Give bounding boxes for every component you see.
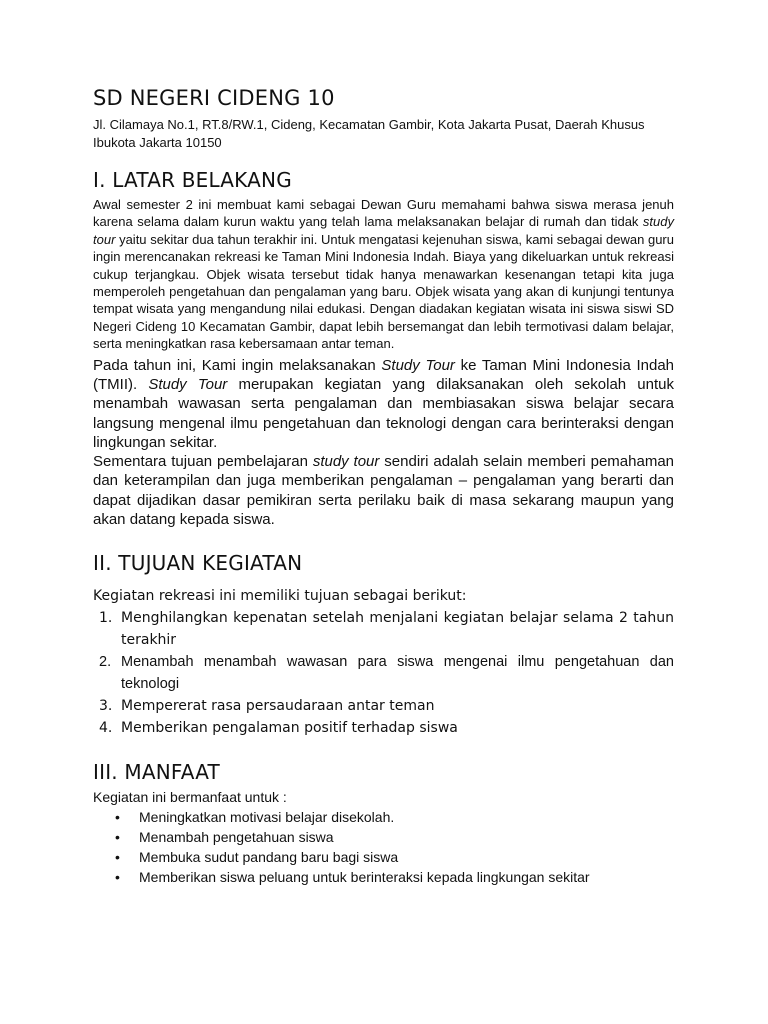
list-item-text: Membuka sudut pandang baru bagi siswa [139,849,399,866]
text-run: yaitu sekitar dua tahun terakhir ini. Untuk mengatasi kejenuhan siswa, kami sebagai dewan guru ingin merencanakan rekreasi ke Taman Mini Indonesia Indah. Biaya yang dikeluarkan untuk rekreasi cukup terjangkau. Objek wisata tersebut tidak hanya menawarkan kesenangan tetapi kita juga memperoleh pengetahuan dan pengalaman yang baru. Objek wisata yang akan di kunjungi tentunya tempat wisata yang mengandung nilai edukasi. Dengan diadakan kegiatan wisata ini siswa siswi SD Negeri Cideng 10 Kecamatan Gambir, dapat lebih bersemangat dan lebih termotivasi dalam belajar, serta meningkatkan rasa kebersamaan antar teman. [93,231,674,352]
manfaat-list [93,807,674,887]
emphasis-study-tour: Study Tour [148,375,228,393]
list-item [93,651,674,695]
list-item-text: Menambah pengetahuan siswa [139,829,334,846]
bullet-icon: • [115,829,120,846]
text-run: ke Taman Mini Indonesia Indah (TMII). [93,356,674,393]
latar-belakang-paragraph-2 [93,356,674,452]
tujuan-intro: Kegiatan rekreasi ini memiliki tujuan sebagai berikut: [93,588,467,605]
text-run: Sementara tujuan pembelajaran [93,453,313,471]
school-address: Jl. Cilamaya No.1, RT.8/RW.1, Cideng, Kecamatan Gambir, Kota Jakarta Pusat, Daerah Khusus Ibukota Jakarta 10150 [93,117,645,150]
emphasis-study-tour: study tour [93,214,674,247]
emphasis-study-tour: study tour [312,453,380,471]
bullet-icon: • [115,849,120,866]
list-number: 1. [99,610,113,627]
section-heading-latar-belakang: I. LATAR BELAKANG [93,168,292,192]
text-run: Pada tahun ini, Kami ingin melaksanakan [93,356,382,374]
list-item [93,717,674,739]
text-run: Awal semester 2 ini membuat kami sebagai Dewan Guru memahami bahwa siswa merasa jenuh karena selama dalam kurun waktu yang telah lama melaksanakan belajar di rumah dan tidak [93,197,674,230]
bullet-icon: • [115,869,120,886]
list-number: 4. [99,720,113,737]
manfaat-intro: Kegiatan ini bermanfaat untuk : [93,789,287,806]
list-item [93,827,674,847]
list-item-text: Mempererat rasa persaudaraan antar teman [121,698,435,715]
list-number: 2. [99,654,112,671]
text-run: merupakan kegiatan yang dilaksanakan oleh sekolah untuk menambah wawasan serta pengalaman dan membiasakan siswa belajar secara langsung mengenal ilmu pengetahuan dan teknologi dengan cara berinteraksi dengan lingkungan sekitar. [93,375,674,451]
school-name: SD NEGERI CIDENG 10 [93,86,335,110]
bullet-icon: • [115,809,120,826]
text-run: sendiri adalah selain memberi pemahaman dan keterampilan dan juga memberikan pengalaman – pengalaman yang berarti dan dapat dijadikan dasar pemikiran serta perilaku baik di masa sekarang maupun yang akan datang kepada siswa. [93,453,674,529]
list-item [93,695,674,717]
list-item-text: Memberikan siswa peluang untuk berinteraksi kepada lingkungan sekitar [139,869,590,886]
list-item [93,847,674,867]
list-number: 3. [99,698,113,715]
list-item [93,607,674,651]
emphasis-study-tour: Study Tour [381,356,455,374]
list-item [93,867,674,887]
latar-belakang-paragraph-1 [93,196,674,353]
list-item-text: Menambah menambah wawasan para siswa mengenai ilmu pengetahuan dan teknologi [121,654,674,693]
list-item-text: Memberikan pengalaman positif terhadap siswa [121,720,458,737]
section-heading-manfaat: III. MANFAAT [93,760,220,785]
list-item-text: Menghilangkan kepenatan setelah menjalani kegiatan belajar selama 2 tahun terakhir [121,610,674,649]
section-heading-tujuan-kegiatan: II. TUJUAN KEGIATAN [93,551,303,576]
list-item [93,807,674,827]
tujuan-list [93,607,674,739]
latar-belakang-paragraph-3 [93,452,674,529]
document-content [93,86,674,887]
list-item-text: Meningkatkan motivasi belajar disekolah. [139,809,395,826]
